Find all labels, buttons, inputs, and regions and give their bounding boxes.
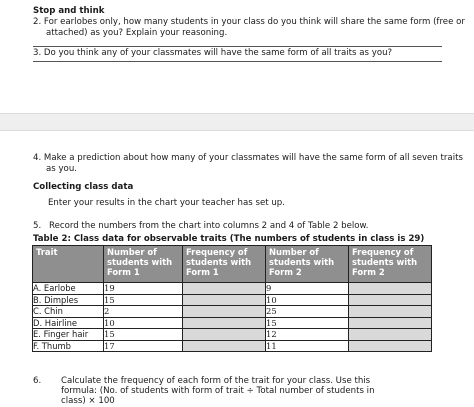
header-frequency-form-1: Frequency of students with Form 1	[183, 246, 266, 283]
form-1-count-cell[interactable]: 10	[104, 317, 183, 329]
form-2-frequency-cell[interactable]	[349, 283, 432, 295]
form-1-frequency-cell[interactable]	[183, 340, 266, 352]
form-1-frequency-cell[interactable]	[183, 306, 266, 318]
table-row	[33, 317, 432, 329]
answer-line	[33, 46, 442, 47]
form-2-frequency-cell[interactable]	[349, 317, 432, 329]
form-1-frequency-cell[interactable]	[183, 283, 266, 295]
form-1-count-cell[interactable]: 17	[104, 340, 183, 352]
table-2-caption: Table 2: Class data for observable traits (The numbers of students in class is 29)	[33, 234, 425, 244]
form-2-frequency-cell[interactable]	[349, 329, 432, 341]
question-6-line-3: class) × 100	[61, 396, 115, 406]
form-2-count-cell[interactable]: 11	[266, 340, 349, 352]
question-6-number: 6.	[33, 376, 42, 386]
form-1-count-cell[interactable]: 15	[104, 329, 183, 341]
collecting-class-data-heading: Collecting class data	[33, 182, 134, 192]
table-row	[33, 329, 432, 341]
class-data-table	[32, 245, 432, 352]
trait-cell: C. Chin	[33, 306, 104, 318]
form-2-count-cell[interactable]: 12	[266, 329, 349, 341]
header-number-form-2: Number of students with Form 2	[266, 246, 349, 283]
trait-cell: A. Earlobe	[33, 283, 104, 295]
form-2-frequency-cell[interactable]	[349, 294, 432, 306]
table-row	[33, 306, 432, 318]
trait-cell: D. Hairline	[33, 317, 104, 329]
table-row	[33, 340, 432, 352]
trait-cell: F. Thumb	[33, 340, 104, 352]
question-2-line-2: attached) as you? Explain your reasoning.	[46, 28, 228, 38]
form-2-count-cell[interactable]: 9	[266, 283, 349, 295]
form-2-count-cell[interactable]: 25	[266, 306, 349, 318]
table-row	[33, 283, 432, 295]
question-4-line-1: 4. Make a prediction about how many of your classmates will have the same form of all seven traits	[33, 153, 463, 163]
answer-line	[33, 61, 442, 62]
trait-cell: E. Finger hair	[33, 329, 104, 341]
question-5-text: Record the numbers from the chart into columns 2 and 4 of Table 2 below.	[49, 221, 369, 231]
header-number-form-1: Number of students with Form 1	[104, 246, 183, 283]
table-header-row	[33, 246, 432, 283]
question-5-number: 5.	[33, 221, 42, 231]
form-2-count-cell[interactable]: 15	[266, 317, 349, 329]
header-trait: Trait	[33, 246, 104, 283]
form-1-count-cell[interactable]: 19	[104, 283, 183, 295]
form-2-frequency-cell[interactable]	[349, 306, 432, 318]
table-row	[33, 294, 432, 306]
trait-cell: B. Dimples	[33, 294, 104, 306]
question-2-line-1: 2. For earlobes only, how many students in your class do you think will share the same form (free or	[33, 17, 465, 27]
question-6-line-1: Calculate the frequency of each form of the trait for your class. Use this	[61, 376, 371, 386]
form-1-count-cell[interactable]: 15	[104, 294, 183, 306]
form-1-frequency-cell[interactable]	[183, 329, 266, 341]
form-2-count-cell[interactable]: 10	[266, 294, 349, 306]
form-2-frequency-cell[interactable]	[349, 340, 432, 352]
page-break	[0, 113, 474, 131]
stop-and-think-heading: Stop and think	[33, 6, 105, 16]
form-1-frequency-cell[interactable]	[183, 294, 266, 306]
form-1-count-cell[interactable]: 2	[104, 306, 183, 318]
question-4-line-2: as you.	[46, 164, 77, 174]
form-1-frequency-cell[interactable]	[183, 317, 266, 329]
collecting-instructions: Enter your results in the chart your teacher has set up.	[48, 198, 285, 208]
question-6-line-2: formula: (No. of students with form of trait ÷ Total number of students in	[61, 386, 375, 396]
question-3: 3. Do you think any of your classmates will have the same form of all traits as you?	[33, 48, 393, 58]
header-frequency-form-2: Frequency of students with Form 2	[349, 246, 432, 283]
